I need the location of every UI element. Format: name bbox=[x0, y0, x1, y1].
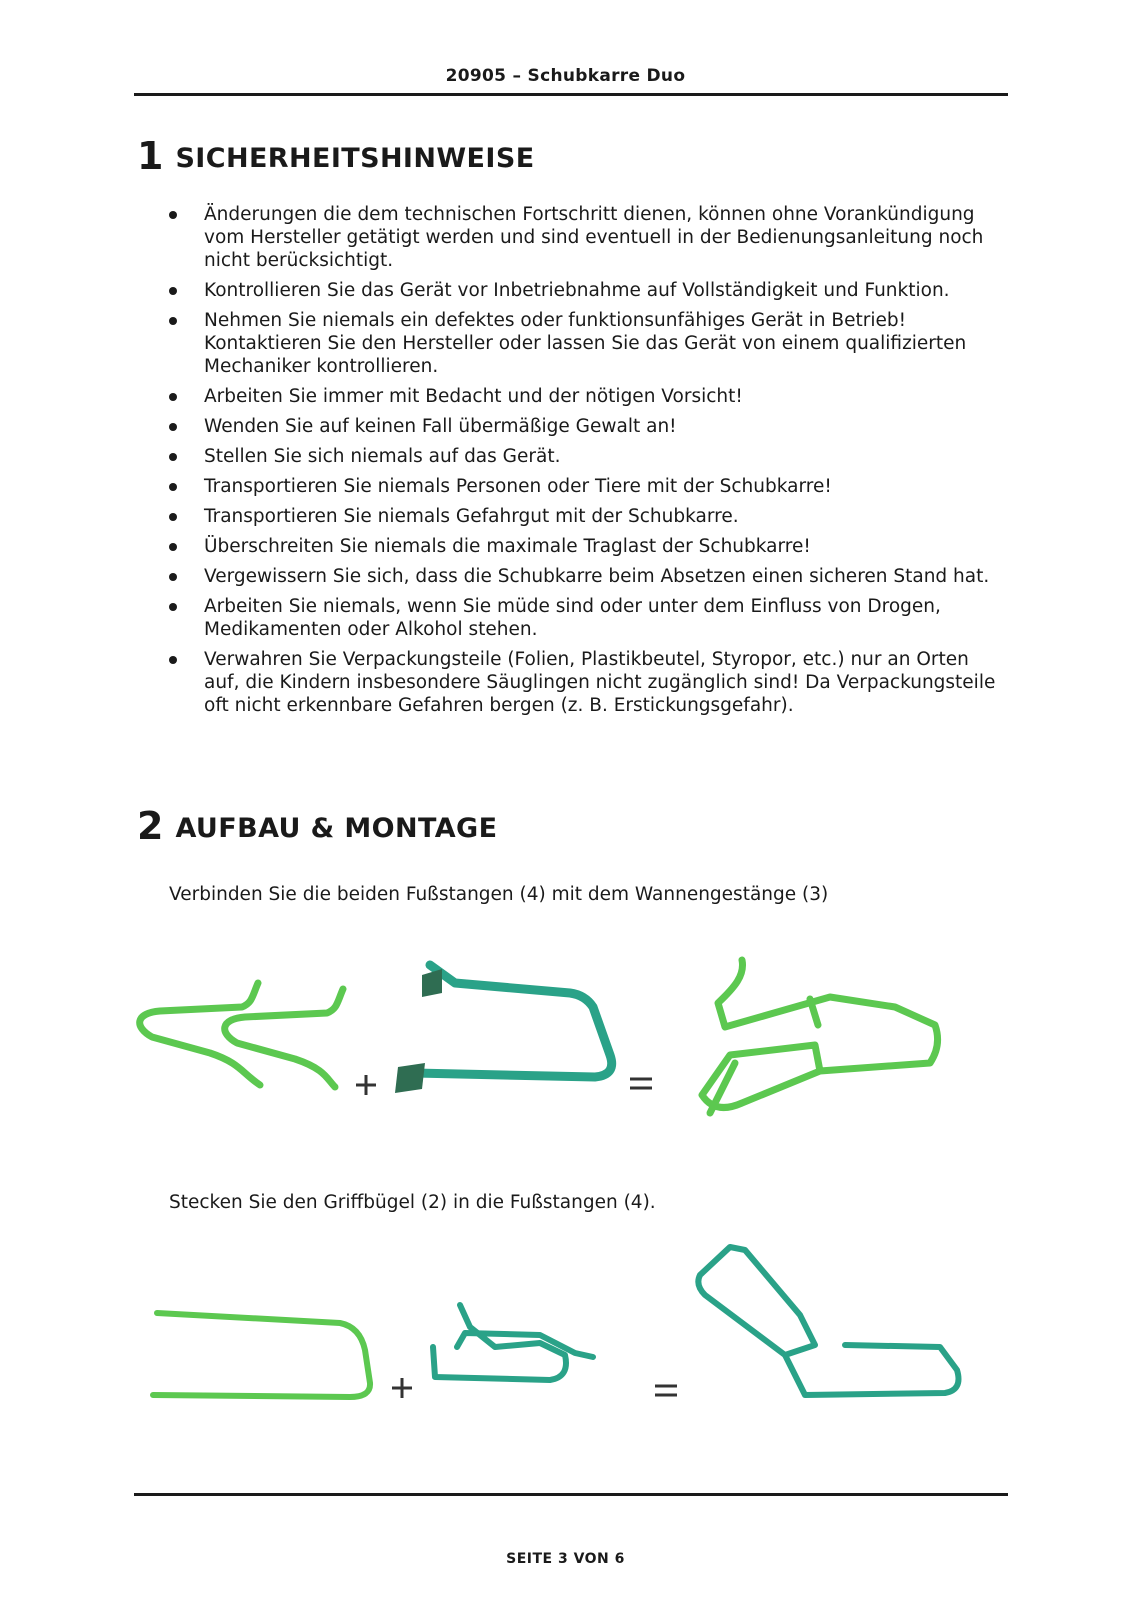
assembly-figure-2 bbox=[145, 1235, 975, 1425]
foot-bars-image bbox=[140, 983, 343, 1087]
equals-sign-icon bbox=[630, 1079, 652, 1088]
list-item bbox=[167, 565, 997, 588]
list-item-text: Verwahren Sie Verpackungsteile (Folien, Plastikbeutel, Styropor, etc.) nur an Orten auf, die Kindern insbesondere Säuglingen nicht zugänglich sind! Da Verpackungsteile oft nicht erkennbare Gefahren bergen (z. B. Erstickungsgefahr). bbox=[204, 649, 996, 716]
bullet-icon bbox=[169, 211, 177, 219]
list-item bbox=[167, 535, 997, 558]
bullet-icon bbox=[169, 393, 177, 401]
list-item bbox=[167, 385, 997, 408]
handle-bar-image bbox=[153, 1313, 370, 1397]
plus-sign-icon bbox=[392, 1378, 412, 1398]
equals-sign-icon bbox=[655, 1386, 677, 1395]
bullet-icon bbox=[169, 573, 177, 581]
assembly-figure-1 bbox=[130, 945, 970, 1130]
list-item-text: Wenden Sie auf keinen Fall übermäßige Gewalt an! bbox=[204, 416, 677, 437]
bullet-icon bbox=[169, 483, 177, 491]
footer-rule bbox=[134, 1493, 1008, 1496]
safety-list bbox=[167, 203, 997, 724]
list-item bbox=[167, 309, 997, 378]
bullet-icon bbox=[169, 513, 177, 521]
assembled-frame-image bbox=[702, 960, 938, 1113]
step-1-text: Verbinden Sie die beiden Fußstangen (4) mit dem Wannengestänge (3) bbox=[169, 884, 829, 905]
bullet-icon bbox=[169, 603, 177, 611]
page-number: SEITE 3 VON 6 bbox=[506, 1551, 625, 1567]
list-item-text: Transportieren Sie niemals Gefahrgut mit der Schubkarre. bbox=[204, 506, 739, 527]
section-1-heading bbox=[137, 134, 535, 178]
section-2-heading bbox=[137, 804, 497, 848]
bullet-icon bbox=[169, 287, 177, 295]
list-item bbox=[167, 445, 997, 468]
section-2-title: AUFBAU & MONTAGE bbox=[175, 813, 498, 844]
list-item-text: Transportieren Sie niemals Personen oder Tiere mit der Schubkarre! bbox=[204, 476, 832, 497]
bullet-icon bbox=[169, 656, 177, 664]
list-item bbox=[167, 505, 997, 528]
list-item-text: Überschreiten Sie niemals die maximale Traglast der Schubkarre! bbox=[204, 536, 811, 557]
section-2-number: 2 bbox=[137, 804, 164, 848]
list-item bbox=[167, 595, 997, 641]
tub-frame-image bbox=[415, 965, 612, 1077]
bullet-icon bbox=[169, 453, 177, 461]
plus-sign-icon bbox=[356, 1075, 376, 1095]
assembled-frame-image bbox=[698, 1247, 958, 1395]
list-item bbox=[167, 415, 997, 438]
list-item-text: Nehmen Sie niemals ein defektes oder funktionsunfähiges Gerät in Betrieb! Kontaktieren Sie den Hersteller oder lassen Sie das Gerät von einem qualifizierten Mechaniker kontrollieren. bbox=[204, 310, 967, 377]
section-1-number: 1 bbox=[137, 134, 164, 178]
list-item bbox=[167, 279, 997, 302]
list-item-text: Stellen Sie sich niemals auf das Gerät. bbox=[204, 446, 561, 467]
bullet-icon bbox=[169, 317, 177, 325]
list-item-text: Änderungen die dem technischen Fortschritt dienen, können ohne Vorankündigung vom Hersteller getätigt werden und sind eventuell in der Bedienungsanleitung noch nicht berücksichtigt. bbox=[204, 204, 984, 271]
list-item bbox=[167, 475, 997, 498]
bullet-icon bbox=[169, 543, 177, 551]
list-item bbox=[167, 648, 997, 717]
list-item-text: Vergewissern Sie sich, dass die Schubkarre beim Absetzen einen sicheren Stand hat. bbox=[204, 566, 990, 587]
list-item bbox=[167, 203, 997, 272]
header-rule bbox=[134, 93, 1008, 96]
list-item-text: Kontrollieren Sie das Gerät vor Inbetriebnahme auf Vollständigkeit und Funktion. bbox=[204, 280, 950, 301]
step-2-text: Stecken Sie den Griffbügel (2) in die Fußstangen (4). bbox=[169, 1192, 656, 1213]
list-item-text: Arbeiten Sie immer mit Bedacht und der nötigen Vorsicht! bbox=[204, 386, 743, 407]
foot-bars-image bbox=[433, 1305, 593, 1380]
document-header: 20905 – Schubkarre Duo bbox=[445, 66, 686, 86]
bullet-icon bbox=[169, 423, 177, 431]
list-item-text: Arbeiten Sie niemals, wenn Sie müde sind oder unter dem Einfluss von Drogen, Medikamenten oder Alkohol stehen. bbox=[204, 596, 941, 640]
section-1-title: SICHERHEITSHINWEISE bbox=[175, 143, 535, 174]
